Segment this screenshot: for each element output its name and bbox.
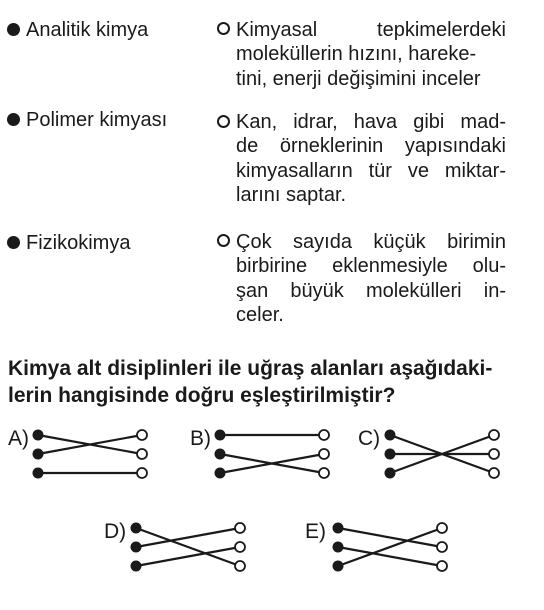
- description-2: [236, 110, 506, 208]
- description-line: larını saptar.: [236, 184, 347, 207]
- description-line: de örneklerinin yapısındaki: [236, 135, 506, 158]
- hollow-dot-icon: [437, 542, 447, 552]
- filled-dot-icon: [333, 542, 344, 553]
- hollow-bullet-icon: [217, 22, 230, 35]
- hollow-dot-icon: [137, 449, 147, 459]
- hollow-dot-icon: [235, 561, 245, 571]
- match-line: [338, 528, 442, 566]
- term-analitik-kimya: Analitik kimya: [26, 19, 149, 41]
- description-line: kimyasalların tür ve miktar-: [236, 159, 506, 182]
- hollow-dot-icon: [319, 430, 329, 440]
- match-line: [136, 528, 240, 547]
- description-line: Çok sayıda küçük birimin: [236, 231, 506, 253]
- hollow-dot-icon: [319, 449, 329, 459]
- match-line: [136, 528, 240, 566]
- question-line: lerin hangisinde doğru eşleştirilmiştir?: [8, 384, 396, 407]
- filled-dot-icon: [131, 523, 142, 534]
- filled-dot-icon: [385, 468, 396, 479]
- filled-dot-icon: [385, 449, 396, 460]
- hollow-bullet-icon: [217, 234, 230, 247]
- option-e-label: E): [305, 520, 326, 543]
- description-1: [236, 18, 506, 91]
- hollow-dot-icon: [137, 468, 147, 478]
- filled-dot-icon: [33, 449, 44, 460]
- hollow-dot-icon: [235, 542, 245, 552]
- filled-bullet-icon: [7, 113, 20, 126]
- filled-dot-icon: [215, 468, 226, 479]
- hollow-dot-icon: [489, 430, 499, 440]
- filled-dot-icon: [215, 430, 226, 441]
- option-b-label: B): [190, 427, 211, 450]
- match-line: [338, 547, 442, 566]
- question-text: [8, 355, 538, 409]
- description-line: birbirine eklenmesiyle olu-: [236, 255, 506, 278]
- filled-dot-icon: [33, 430, 44, 441]
- hollow-dot-icon: [437, 523, 447, 533]
- option-a-label: A): [8, 427, 29, 450]
- term-polimer-kimyasi: Polimer kimyası: [26, 109, 168, 131]
- description-line: moleküllerin hızını, hareke-: [236, 43, 477, 66]
- filled-dot-icon: [215, 449, 226, 460]
- option-c-label: C): [358, 427, 381, 450]
- filled-dot-icon: [33, 468, 44, 479]
- hollow-dot-icon: [437, 561, 447, 571]
- hollow-dot-icon: [137, 430, 147, 440]
- match-line: [338, 528, 442, 547]
- description-line: Kan, idrar, hava gibi mad-: [236, 111, 506, 133]
- option-d-label: D): [104, 520, 127, 543]
- match-line: [136, 547, 240, 566]
- hollow-dot-icon: [319, 468, 329, 478]
- filled-bullet-icon: [7, 236, 20, 249]
- filled-dot-icon: [131, 561, 142, 572]
- description-line: Kimyasal tepkimelerdeki: [236, 19, 506, 41]
- hollow-bullet-icon: [217, 115, 230, 128]
- filled-dot-icon: [131, 542, 142, 553]
- hollow-dot-icon: [235, 523, 245, 533]
- hollow-dot-icon: [489, 468, 499, 478]
- filled-dot-icon: [385, 430, 396, 441]
- description-line: tini, enerji değişimini inceler: [236, 67, 481, 90]
- description-3: [236, 230, 506, 328]
- hollow-dot-icon: [489, 449, 499, 459]
- term-fizikokimya: Fizikokimya: [26, 232, 131, 254]
- option-c-diagram: [382, 425, 512, 489]
- option-e-diagram: [330, 518, 460, 582]
- description-line: şan büyük molekülleri in-: [236, 279, 506, 302]
- question-line: Kimya alt disiplinleri ile uğraş alanları aşağıdaki-: [8, 357, 493, 380]
- filled-dot-icon: [333, 561, 344, 572]
- filled-dot-icon: [333, 523, 344, 534]
- description-line: celer.: [236, 304, 284, 327]
- option-d-diagram: [128, 518, 258, 582]
- option-a-diagram: [30, 425, 160, 489]
- filled-bullet-icon: [7, 23, 20, 36]
- option-b-diagram: [212, 425, 342, 489]
